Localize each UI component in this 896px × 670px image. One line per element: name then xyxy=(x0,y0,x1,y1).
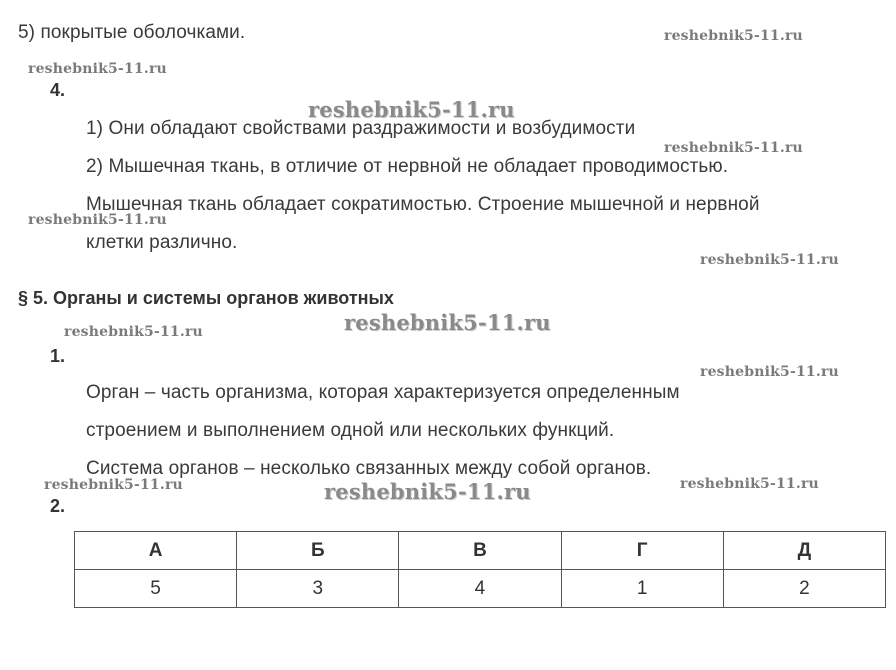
watermark: reshebnik5-11.ru xyxy=(28,212,167,228)
watermark: reshebnik5-11.ru xyxy=(28,61,167,77)
question-4-item-1: 1) Они обладают свойствами раздражимости и возбудимости xyxy=(86,118,636,139)
question-4-paragraph-line-2: клетки различно. xyxy=(86,232,238,253)
watermark: reshebnik5-11.ru xyxy=(700,252,839,268)
table-header-cell: Г xyxy=(561,532,723,570)
table-header-cell: В xyxy=(399,532,561,570)
table-cell: 4 xyxy=(399,570,561,608)
question-1-number: 1. xyxy=(50,346,66,366)
question-4-number: 4. xyxy=(50,80,66,100)
table-cell: 3 xyxy=(237,570,399,608)
table-header-cell: А xyxy=(75,532,237,570)
watermark: reshebnik5-11.ru xyxy=(308,97,515,122)
table-header-cell: Б xyxy=(237,532,399,570)
watermark: reshebnik5-11.ru xyxy=(680,476,819,492)
table-cell: 2 xyxy=(723,570,885,608)
previous-answer-line: 5) покрытые оболочками. xyxy=(18,22,246,43)
watermark: reshebnik5-11.ru xyxy=(324,479,531,504)
watermark: reshebnik5-11.ru xyxy=(664,140,803,156)
answer-table xyxy=(74,531,886,608)
question-4-paragraph-line-1: Мышечная ткань обладает сократимостью. Строение мышечной и нервной xyxy=(86,194,760,215)
table-header-cell: Д xyxy=(723,532,885,570)
table-header-row xyxy=(75,532,886,570)
watermark: reshebnik5-11.ru xyxy=(344,310,551,335)
question-2-number: 2. xyxy=(50,496,66,516)
question-1-line-3: Система органов – несколько связанных между собой органов. xyxy=(86,458,652,479)
watermark: reshebnik5-11.ru xyxy=(44,477,183,493)
watermark: reshebnik5-11.ru xyxy=(664,28,803,44)
watermark: reshebnik5-11.ru xyxy=(64,324,203,340)
table-cell: 1 xyxy=(561,570,723,608)
watermark: reshebnik5-11.ru xyxy=(700,364,839,380)
section-title: § 5. Органы и системы органов животных xyxy=(18,288,394,308)
question-1-line-1: Орган – часть организма, которая характеризуется определенным xyxy=(86,382,680,403)
question-1-line-2: строением и выполнением одной или нескольких функций. xyxy=(86,420,615,441)
table-row xyxy=(75,570,886,608)
question-4-item-2: 2) Мышечная ткань, в отличие от нервной не обладает проводимостью. xyxy=(86,156,729,177)
table-cell: 5 xyxy=(75,570,237,608)
